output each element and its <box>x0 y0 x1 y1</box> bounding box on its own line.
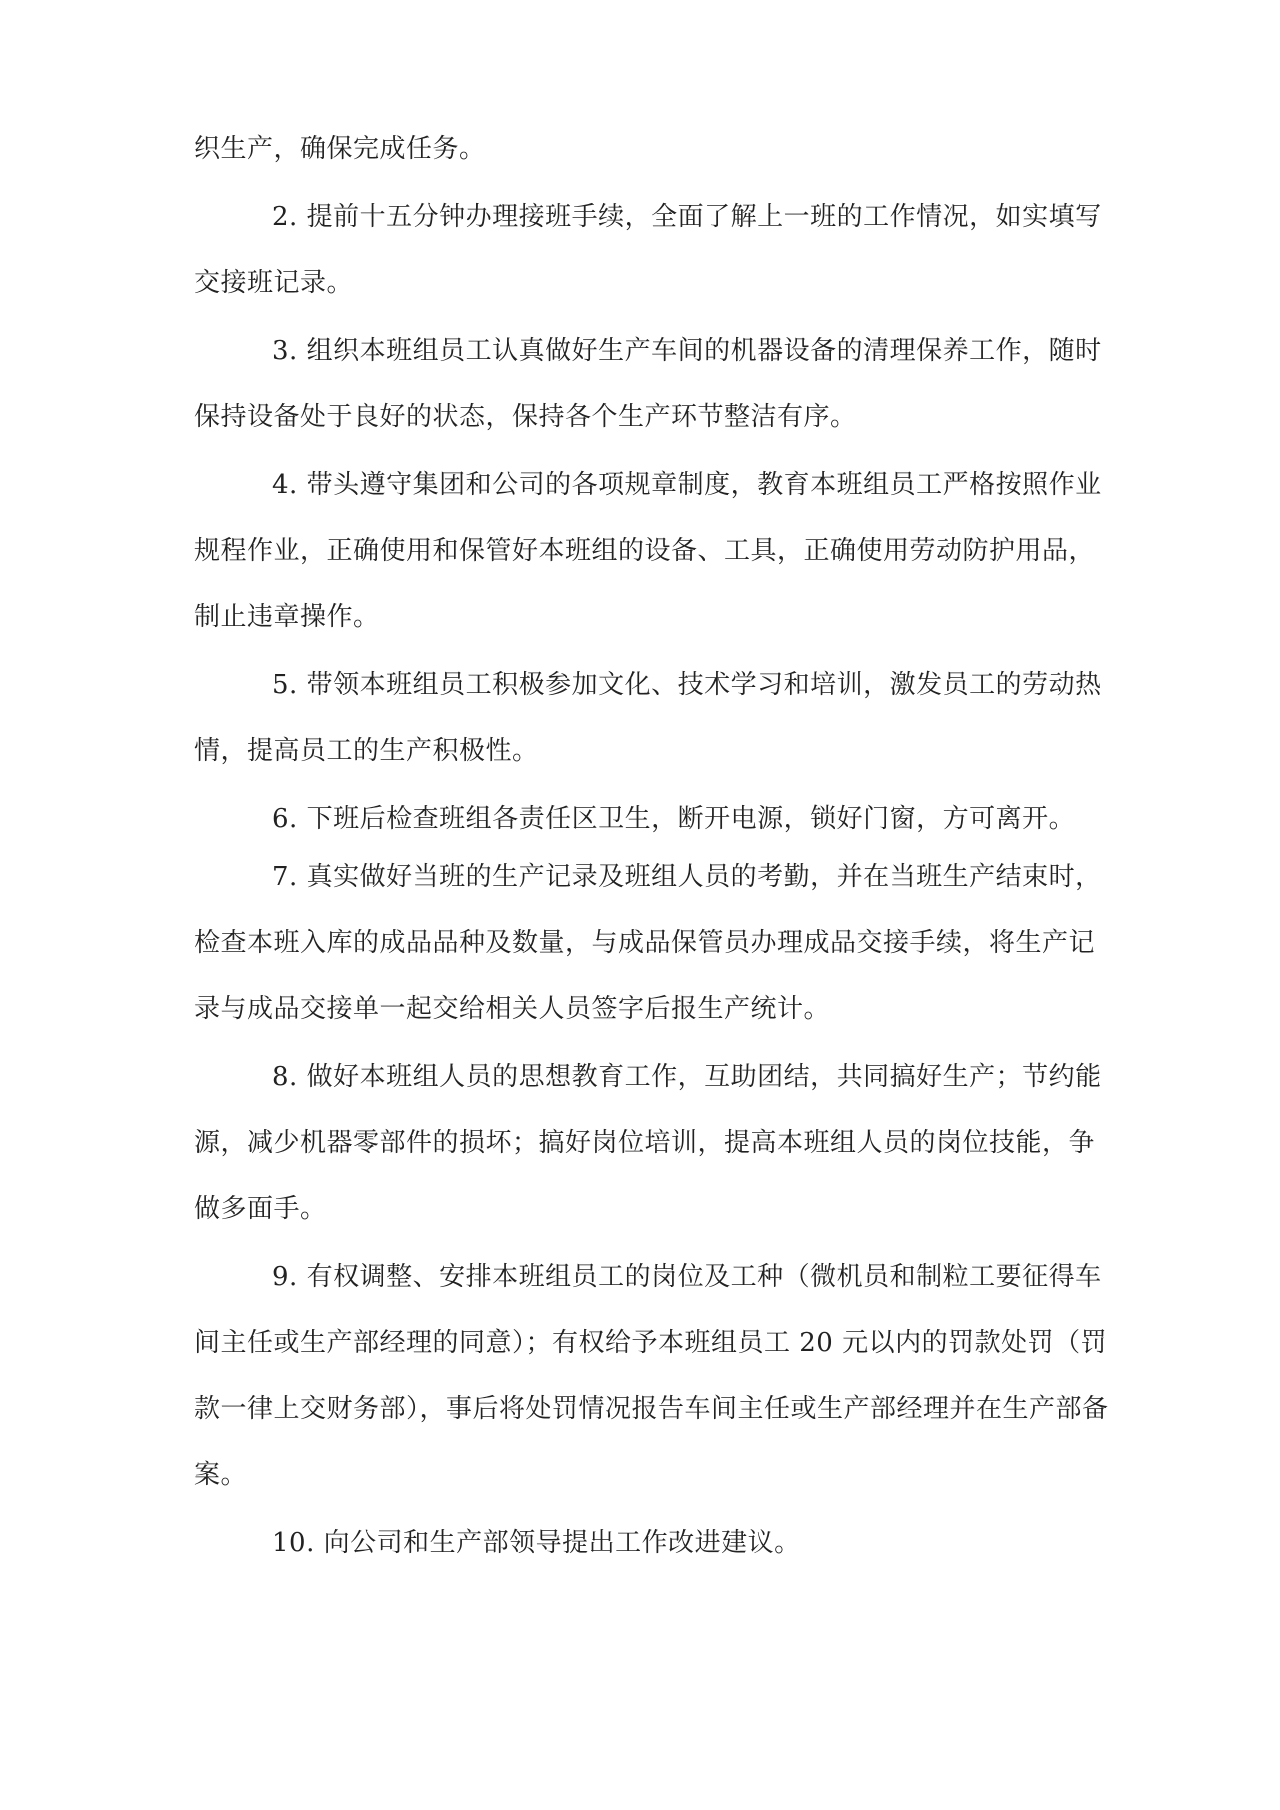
text-line: 检查本班入库的成品品种及数量，与成品保管员办理成品交接手续，将生产记 <box>194 928 1096 958</box>
text-line: 10. 向公司和生产部领导提出工作改进建议。 <box>272 1528 801 1558</box>
text-line: 源，减少机器零部件的损坏；搞好岗位培训，提高本班组人员的岗位技能，争 <box>194 1128 1096 1158</box>
text-line: 织生产，确保完成任务。 <box>194 134 486 164</box>
text-line: 8. 做好本班组人员的思想教育工作，互助团结，共同搞好生产；节约能 <box>272 1062 1102 1092</box>
text-line: 保持设备处于良好的状态，保持各个生产环节整洁有序。 <box>194 402 857 432</box>
paragraph-item-4 <box>194 466 1102 636</box>
text-line: 3. 组织本班组员工认真做好生产车间的机器设备的清理保养工作，随时 <box>272 336 1102 366</box>
paragraph-item-8 <box>194 1058 1102 1228</box>
text-line: 规程作业，正确使用和保管好本班组的设备、工具，正确使用劳动防护用品， <box>194 536 1096 566</box>
paragraph-item-6 <box>194 800 1094 838</box>
text-line: 2. 提前十五分钟办理接班手续，全面了解上一班的工作情况，如实填写 <box>272 202 1102 232</box>
text-line: 录与成品交接单一起交给相关人员签字后报生产统计。 <box>194 994 831 1024</box>
paragraph-item-10 <box>194 1524 1094 1562</box>
text-line: 案。 <box>194 1460 248 1490</box>
paragraph-continuation <box>194 130 1094 168</box>
document-body <box>194 130 1109 1562</box>
paragraph-item-7 <box>194 858 1102 1028</box>
text-line: 4. 带头遵守集团和公司的各项规章制度，教育本班组员工严格按照作业 <box>272 470 1102 500</box>
text-line: 款一律上交财务部），事后将处罚情况报告车间主任或生产部经理并在生产部备 <box>194 1394 1109 1424</box>
text-line: 交接班记录。 <box>194 268 354 298</box>
text-line: 5. 带领本班组员工积极参加文化、技术学习和培训，激发员工的劳动热 <box>272 670 1102 700</box>
text-line: 9. 有权调整、安排本班组员工的岗位及工种（微机员和制粒工要征得车 <box>272 1262 1102 1292</box>
paragraph-item-9 <box>194 1258 1109 1494</box>
text-line: 制止违章操作。 <box>194 602 380 632</box>
paragraph-item-2 <box>194 198 1102 302</box>
text-line: 7. 真实做好当班的生产记录及班组人员的考勤，并在当班生产结束时， <box>272 862 1102 892</box>
text-line: 6. 下班后检查班组各责任区卫生，断开电源，锁好门窗，方可离开。 <box>272 804 1076 834</box>
paragraph-item-3 <box>194 332 1102 436</box>
text-line: 做多面手。 <box>194 1194 327 1224</box>
paragraph-item-5 <box>194 666 1102 770</box>
text-line: 间主任或生产部经理的同意）；有权给予本班组员工 20 元以内的罚款处罚（罚 <box>194 1328 1108 1358</box>
text-line: 情，提高员工的生产积极性。 <box>194 736 539 766</box>
